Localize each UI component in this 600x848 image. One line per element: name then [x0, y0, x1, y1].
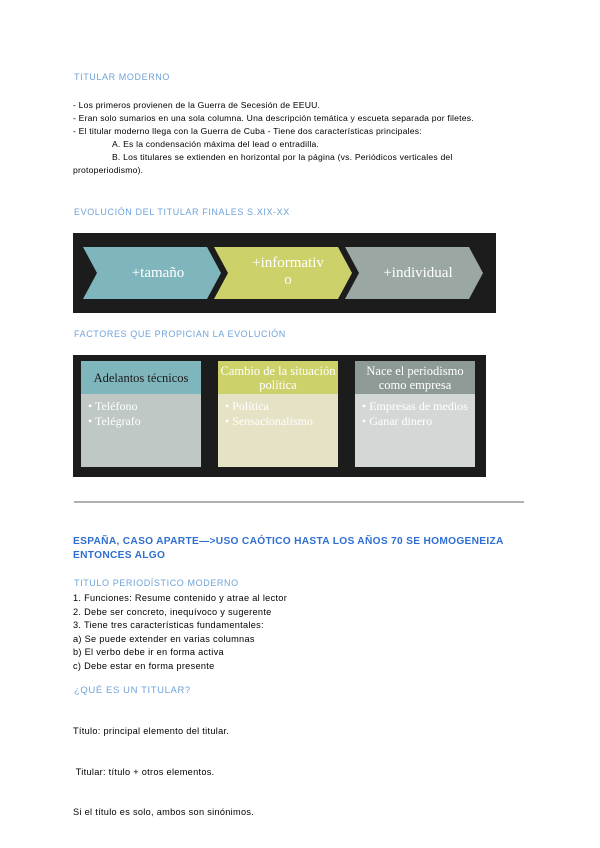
titulo-periodistico-list — [73, 592, 533, 673]
chevron-label-individual: +individual — [383, 265, 453, 281]
section-heading-factores: FACTORES QUE PROPICIAN LA EVOLUCIÓN — [74, 329, 286, 339]
text-line: A. Es la condensación máxima del lead o entradilla. — [112, 139, 320, 149]
factor-item: • Ganar dinero — [362, 414, 475, 429]
factor-header-cambio: Cambio de la situación política — [218, 361, 338, 394]
text-line: - Los primeros provienen de la Guerra de Secesión de EEUU. — [73, 100, 321, 110]
chevron-label-informativo: +informativ o — [252, 255, 324, 288]
divider — [74, 501, 524, 503]
text-line: B. Los titulares se extienden en horizontal por la página (vs. Periódicos verticales del — [112, 152, 453, 162]
text-line: Si el título es solo, ambos son sinónimos. — [73, 807, 255, 817]
factor-item: • Telégrafo — [88, 414, 201, 429]
titular-moderno-text — [73, 99, 533, 177]
factor-body-adelantos — [81, 394, 201, 467]
text-line: protoperiodismo). — [73, 165, 144, 175]
factor-header-nace: Nace el periodismo como empresa — [355, 361, 475, 394]
factor-item: • Sensacionalismo — [225, 414, 338, 429]
factor-body-nace — [355, 394, 475, 467]
section-heading-titular-moderno: TITULAR MODERNO — [74, 72, 171, 82]
que-es-text — [73, 698, 533, 833]
list-item: a) Se puede extender en varias columnas — [73, 633, 255, 644]
factor-item: • Teléfono — [88, 399, 201, 414]
list-item: c) Debe estar en forma presente — [73, 660, 215, 671]
section-heading-que-es: ¿QUÉ ES UN TITULAR? — [74, 685, 191, 696]
text-line: Titular: título + otros elementos. — [73, 766, 215, 777]
text-line: - Eran solo sumarios en una sola columna. Una descripción temática y escueta separada por filetes. — [73, 113, 474, 123]
factor-item: • Empresas de medios — [362, 399, 475, 414]
list-item: 2. Debe ser concreto, inequívoco y sugerente — [73, 606, 272, 617]
evolution-diagram — [73, 233, 496, 313]
list-item: 1. Funciones: Resume contenido y atrae al lector — [73, 593, 288, 603]
section-heading-evolucion: EVOLUCIÓN DEL TITULAR FINALES S.XIX-XX — [74, 207, 290, 217]
factors-diagram — [73, 355, 486, 477]
espana-heading: ESPAÑA, CASO APARTE—>USO CAÓTICO HASTA LOS AÑOS 70 SE HOMOGENEIZA ENTONCES ALGO — [73, 536, 504, 561]
factor-item: • Política — [225, 399, 338, 414]
list-item: b) El verbo debe ir en forma activa — [73, 647, 224, 657]
list-item: 3. Tiene tres características fundamentales: — [73, 620, 264, 630]
factor-header-adelantos: Adelantos técnicos — [81, 361, 201, 394]
factor-body-cambio — [218, 394, 338, 467]
section-heading-titulo-periodistico: TITULO PERIODÍSTICO MODERNO — [74, 578, 239, 588]
text-line: - El titular moderno llega con la Guerra de Cuba - Tiene dos características principales: — [73, 126, 422, 136]
text-line: Título: principal elemento del titular. — [73, 726, 230, 736]
chevron-label-tamano: +tamaño — [131, 265, 185, 281]
